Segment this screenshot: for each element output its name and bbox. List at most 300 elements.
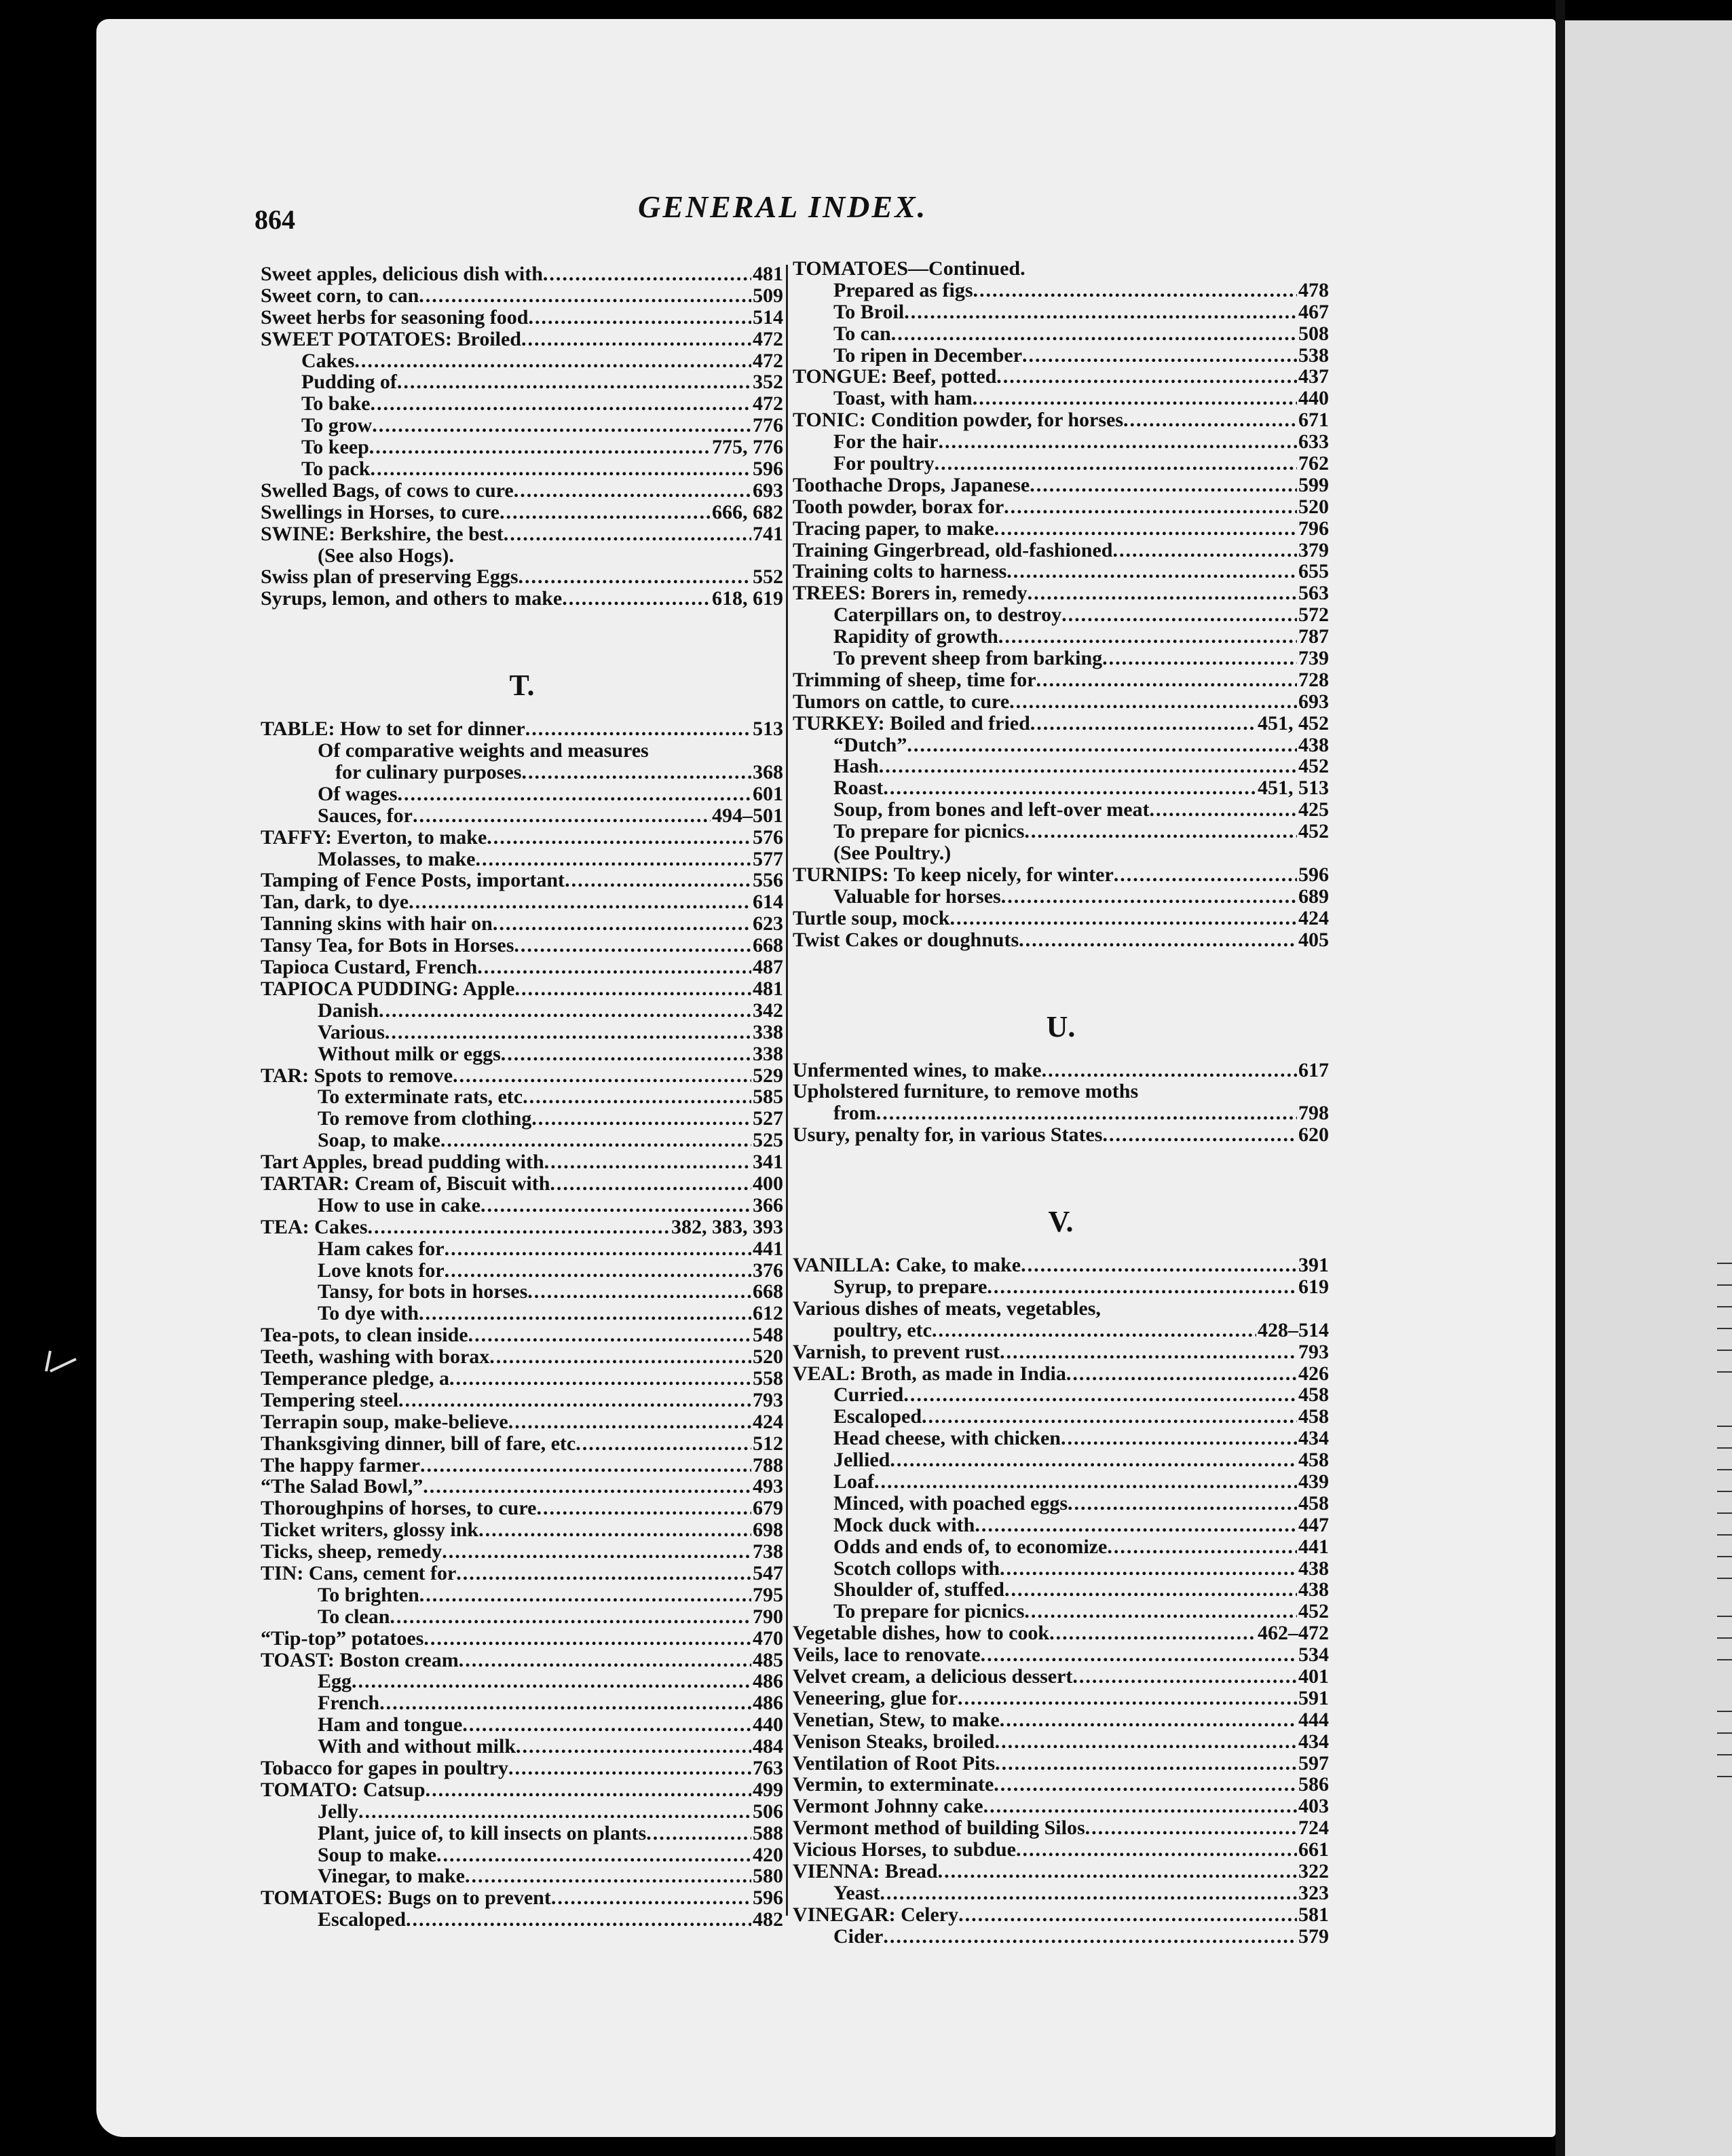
entry-page: 698 (753, 1519, 783, 1542)
index-entry (793, 626, 1329, 648)
entry-page: 790 (753, 1605, 783, 1628)
section-letter: T. (509, 669, 535, 703)
entry-page: 428–514 (1258, 1319, 1329, 1341)
index-entry (793, 518, 1329, 540)
dot-leader (922, 1406, 1297, 1428)
entry-page: 425 (1298, 799, 1329, 821)
entry-text: Jelly (318, 1800, 358, 1823)
entry-text: Vermont method of building Silos (793, 1817, 1085, 1840)
entry-page: 485 (753, 1649, 783, 1671)
entry-text: Of wages (318, 783, 398, 805)
index-entry (261, 458, 783, 480)
entry-text: Danish (318, 999, 379, 1022)
page-header: GENERAL INDEX. (638, 189, 928, 224)
entry-page: 668 (753, 935, 783, 957)
entry-text: TARTAR: Cream of, Biscuit with (261, 1172, 550, 1195)
dot-leader (1000, 1558, 1297, 1580)
entry-page: 434 (1298, 1428, 1329, 1450)
dot-leader (1150, 799, 1297, 821)
entry-text: Of comparative weights and measures (318, 740, 649, 762)
index-entry (261, 1758, 783, 1779)
entry-page: 724 (1298, 1817, 1329, 1840)
dot-leader (521, 329, 751, 350)
dot-leader (995, 1731, 1297, 1753)
dot-leader (1049, 1622, 1256, 1644)
index-entry (793, 388, 1329, 409)
dot-leader (369, 436, 711, 458)
dot-leader (880, 1882, 1297, 1904)
dot-leader (493, 913, 751, 935)
index-entry (261, 1281, 783, 1303)
entry-page: 440 (753, 1714, 783, 1736)
index-entry (261, 566, 783, 588)
book-spine (1556, 0, 1565, 2156)
entry-page: 452 (1298, 821, 1329, 843)
dot-leader (504, 523, 751, 545)
entry-page: 323 (1298, 1882, 1329, 1904)
entry-page: 452 (1298, 1601, 1329, 1623)
entry-text: Tan, dark, to dye (261, 891, 409, 914)
dot-leader (419, 1584, 751, 1606)
entry-text: Sweet corn, to can (261, 284, 419, 307)
index-entry (793, 1060, 1329, 1081)
dot-leader (1006, 561, 1297, 582)
index-entry (793, 1536, 1329, 1558)
dot-leader (379, 1692, 751, 1714)
entry-page: 420 (753, 1844, 783, 1866)
entry-text: To brighten (318, 1584, 419, 1606)
entry-page: 470 (753, 1627, 783, 1650)
index-entry (793, 1731, 1329, 1753)
entry-text: TURKEY: Boiled and fried (793, 712, 1030, 735)
entry-text: VEAL: Broth, as made in India (793, 1362, 1066, 1385)
entry-page: 341 (753, 1151, 783, 1173)
dot-leader (519, 566, 751, 588)
index-entry (793, 1601, 1329, 1622)
index-entry (793, 453, 1329, 475)
entry-text: To Broil (833, 301, 905, 323)
entry-page: 763 (753, 1758, 783, 1779)
entry-text: The happy farmer (261, 1454, 420, 1476)
entry-page: 426 (1298, 1362, 1329, 1385)
dot-leader (1036, 669, 1297, 691)
index-entry (261, 1151, 783, 1173)
dot-leader (516, 1736, 751, 1758)
index-entry (793, 345, 1329, 367)
index-entry (793, 1471, 1329, 1493)
dot-leader (562, 588, 711, 610)
index-entry (793, 496, 1329, 518)
index-entry (793, 1449, 1329, 1471)
index-entry (261, 870, 783, 891)
entry-page: 472 (753, 393, 783, 415)
section-letter: U. (1046, 1009, 1076, 1043)
entry-page: 438 (1298, 1557, 1329, 1580)
entry-page: 400 (753, 1172, 783, 1195)
index-entry (793, 1774, 1329, 1796)
entry-text: Soup to make (318, 1844, 437, 1866)
entry-page: 494–501 (712, 804, 783, 827)
index-entry (261, 1260, 783, 1282)
entry-page: 472 (753, 350, 783, 372)
entry-text: VANILLA: Cake, to make (793, 1254, 1021, 1276)
entry-text: Tanning skins with hair on (261, 913, 493, 935)
index-entry (793, 582, 1329, 604)
index-entry (793, 1753, 1329, 1774)
entry-page: 596 (1298, 863, 1329, 886)
index-entry (793, 1493, 1329, 1514)
entry-text: TOMATOES: Bugs on to prevent (261, 1887, 551, 1910)
entry-page: 338 (753, 1043, 783, 1065)
entry-text: Vicious Horses, to subdue (793, 1839, 1016, 1861)
entry-page: 467 (1298, 301, 1329, 323)
entry-text: Varnish, to prevent rust (793, 1341, 1000, 1363)
entry-text: TREES: Borers in, remedy (793, 582, 1028, 605)
dot-leader (1004, 1579, 1297, 1601)
dot-leader (468, 1324, 751, 1346)
dot-leader (1085, 1817, 1297, 1839)
entry-page: 440 (1298, 388, 1329, 410)
entry-page: 586 (1298, 1774, 1329, 1796)
index-entry (261, 436, 783, 458)
entry-page: 342 (753, 999, 783, 1022)
entry-page: 447 (1298, 1514, 1329, 1536)
entry-page: 499 (753, 1779, 783, 1801)
entry-page: 581 (1298, 1903, 1329, 1926)
entry-text: Venison Steaks, broiled (793, 1730, 995, 1753)
dot-leader (543, 263, 751, 285)
entry-page: 527 (753, 1108, 783, 1130)
entry-text: Pudding of (301, 371, 397, 394)
dot-leader (938, 1861, 1297, 1882)
entry-page: 596 (753, 1887, 783, 1910)
entry-page: 787 (1298, 626, 1329, 648)
dot-leader (368, 1216, 670, 1238)
entry-page: 738 (753, 1541, 783, 1563)
index-entry (261, 1909, 783, 1931)
entry-text: “Tip-top” potatoes (261, 1627, 424, 1650)
entry-text: Usury, penalty for, in various States (793, 1124, 1103, 1147)
entry-text: Tooth powder, borax for (793, 496, 1004, 518)
entry-page: 661 (1298, 1839, 1329, 1861)
entry-page: 623 (753, 913, 783, 935)
entry-text: Training colts to harness (793, 561, 1007, 583)
index-entry (261, 502, 783, 523)
dot-leader (459, 1650, 751, 1671)
dot-leader (544, 1151, 751, 1173)
entry-text: “The Salad Bowl,” (261, 1476, 423, 1498)
dot-leader (958, 1688, 1297, 1709)
entry-text: To clean (318, 1605, 390, 1628)
entry-text: TABLE: How to set for dinner (261, 718, 525, 741)
entry-text: Shoulder of, stuffed (833, 1579, 1004, 1601)
index-entry (261, 1519, 783, 1541)
entry-text: Tart Apples, bread pudding with (261, 1151, 544, 1173)
entry-page: 424 (1298, 907, 1329, 929)
dot-leader (379, 1000, 751, 1022)
entry-text: Various (318, 1021, 385, 1043)
index-entry (261, 1801, 783, 1823)
dot-leader (525, 718, 751, 740)
entry-text: (See Poultry.) (833, 842, 952, 864)
index-entry (261, 978, 783, 1000)
index-entry (793, 1102, 1329, 1124)
entry-text: Rapidity of growth (833, 626, 998, 648)
index-entry (793, 1363, 1329, 1385)
entry-page: 576 (753, 826, 783, 849)
index-entry (793, 1254, 1329, 1276)
dot-leader (352, 1671, 751, 1692)
dot-leader (949, 908, 1297, 929)
dot-leader (453, 1065, 751, 1087)
entry-text: Roast (833, 777, 884, 800)
index-entry (793, 1817, 1329, 1839)
entry-text: Odds and ends of, to economize (833, 1536, 1108, 1558)
entry-text: Tapioca Custard, French (261, 956, 478, 978)
dot-leader (514, 480, 751, 502)
dot-leader (1022, 345, 1297, 367)
index-entry (261, 762, 783, 783)
index-entry (261, 1563, 783, 1584)
dot-leader (565, 870, 751, 891)
entry-page: 458 (1298, 1449, 1329, 1471)
index-entry (793, 561, 1329, 582)
dot-leader (1042, 1060, 1297, 1081)
index-entry (261, 1000, 783, 1022)
dot-leader (440, 1130, 751, 1151)
entry-page: 338 (753, 1021, 783, 1043)
index-column-right (793, 258, 1329, 1948)
dot-leader (890, 1449, 1297, 1471)
entry-text: SWEET POTATOES: Broiled (261, 328, 521, 350)
index-entry (793, 280, 1329, 301)
dot-leader (354, 350, 751, 372)
dot-leader (1024, 1601, 1297, 1622)
entry-text: (See also Hogs). (318, 544, 454, 567)
entry-page: 798 (1298, 1102, 1329, 1125)
entry-text: Tumors on cattle, to cure (793, 690, 1010, 713)
entry-text: Scotch collops with (833, 1557, 1000, 1580)
index-entry (793, 1882, 1329, 1904)
entry-page: 612 (753, 1303, 783, 1325)
entry-text: TOMATOES—Continued. (793, 258, 1025, 280)
entry-text: Swiss plan of preserving Eggs (261, 566, 519, 589)
entry-page: 484 (753, 1736, 783, 1758)
dot-leader (1019, 929, 1297, 951)
dot-leader (1068, 1493, 1297, 1514)
entry-text: “Dutch” (833, 734, 907, 756)
entry-page: 556 (753, 870, 783, 892)
entry-page: 438 (1298, 734, 1329, 756)
dot-leader (1000, 1709, 1297, 1731)
entry-page: 478 (1298, 279, 1329, 301)
entry-text: Cider (833, 1925, 884, 1948)
entry-page: 633 (1298, 431, 1329, 453)
entry-page: 379 (1298, 539, 1329, 561)
entry-text: Tansy Tea, for Bots in Horses (261, 935, 514, 957)
dot-leader (1072, 1666, 1297, 1688)
entry-text: VIENNA: Bread (793, 1861, 938, 1882)
entry-text: Veneering, glue for (793, 1687, 958, 1709)
dot-leader (994, 518, 1297, 540)
entry-page: 591 (1298, 1687, 1329, 1709)
index-entry (793, 886, 1329, 908)
dot-leader (528, 307, 751, 329)
entry-text: Venetian, Stew, to make (793, 1709, 1000, 1731)
entry-page: 486 (753, 1671, 783, 1693)
entry-text: for culinary purposes (335, 762, 522, 783)
entry-page: 597 (1298, 1752, 1329, 1774)
index-entry (261, 1498, 783, 1519)
entry-page: 441 (753, 1238, 783, 1260)
entry-text: Veils, lace to renovate (793, 1644, 981, 1666)
index-column-left (261, 263, 783, 1931)
index-entry (261, 718, 783, 740)
entry-text: SWINE: Berkshire, the best (261, 523, 504, 545)
entry-text: Turtle soup, mock (793, 907, 950, 929)
dot-leader (409, 891, 751, 913)
entry-page: 620 (1298, 1124, 1329, 1147)
dot-leader (423, 1476, 751, 1498)
entry-page: 693 (753, 479, 783, 502)
entry-page: 538 (1298, 344, 1329, 367)
index-entry (261, 1390, 783, 1411)
index-entry (261, 1692, 783, 1714)
entry-text: Without milk or eggs (318, 1043, 501, 1065)
entry-page: 793 (753, 1389, 783, 1411)
dot-leader (475, 849, 751, 870)
dot-leader (550, 1173, 751, 1195)
entry-text: Velvet cream, a delicious dessert (793, 1665, 1073, 1688)
entry-text: TIN: Cans, cement for (261, 1562, 457, 1584)
dot-leader (462, 1714, 751, 1736)
entry-text: Tansy, for bots in horses (318, 1281, 528, 1303)
entry-text: Temperance pledge, a (261, 1367, 450, 1390)
entry-page: 438 (1298, 1579, 1329, 1601)
dot-leader (1102, 648, 1297, 669)
entry-page: 671 (1298, 409, 1329, 432)
entry-page: 352 (753, 371, 783, 394)
dot-leader (932, 1320, 1256, 1341)
entry-text: Thoroughpins of horses, to cure (261, 1498, 537, 1520)
entry-page: 481 (753, 263, 783, 285)
entry-page: 579 (1298, 1925, 1329, 1948)
entry-text: Training Gingerbread, old-fashioned (793, 539, 1113, 561)
entry-page: 668 (753, 1281, 783, 1303)
dot-leader (445, 1238, 751, 1260)
index-entry (793, 713, 1329, 735)
dot-leader (423, 1628, 751, 1650)
index-entry (793, 735, 1329, 756)
index-entry (261, 329, 783, 350)
index-entry (261, 1108, 783, 1130)
entry-page: 585 (753, 1086, 783, 1109)
index-entry (793, 366, 1329, 388)
entry-page: 462–472 (1258, 1622, 1329, 1645)
dot-leader (973, 280, 1297, 301)
entry-page: 481 (753, 978, 783, 1000)
index-entry (261, 523, 783, 545)
entry-page: 596 (753, 458, 783, 480)
dot-leader (903, 1384, 1297, 1406)
entry-page: 458 (1298, 1384, 1329, 1407)
index-entry (261, 1433, 783, 1455)
entry-text: Minced, with poached eggs (833, 1492, 1068, 1514)
entry-page: 520 (1298, 496, 1329, 518)
entry-text: Twist Cakes or doughnuts (793, 929, 1019, 951)
index-entry (261, 545, 783, 567)
entry-text: To ripen in December (833, 344, 1023, 367)
dot-leader (489, 1346, 751, 1368)
entry-text: Vermin, to exterminate (793, 1774, 994, 1796)
index-entry (261, 285, 783, 307)
entry-page: 444 (1298, 1709, 1329, 1731)
entry-text: Terrapin soup, make-believe (261, 1411, 508, 1433)
dot-leader (413, 805, 711, 827)
dot-leader (477, 956, 751, 978)
entry-page: 514 (753, 306, 783, 329)
entry-page: 451, 513 (1258, 777, 1329, 800)
entry-page: 441 (1298, 1536, 1329, 1558)
dot-leader (1123, 409, 1297, 431)
dot-leader (973, 388, 1297, 409)
entry-page: 552 (753, 566, 783, 589)
dot-leader (397, 783, 751, 805)
entry-text: Soup, from bones and left-over meat (833, 799, 1150, 821)
index-entry (793, 1081, 1329, 1102)
entry-page: 741 (753, 523, 783, 545)
index-entry (261, 1238, 783, 1260)
dot-leader (994, 1774, 1297, 1796)
entry-page: 458 (1298, 1492, 1329, 1514)
dot-leader (1061, 1428, 1297, 1449)
index-entry (261, 1455, 783, 1476)
entry-page: 619 (1298, 1276, 1329, 1298)
dot-leader (1000, 1341, 1297, 1363)
entry-page: 563 (1298, 582, 1329, 605)
dot-leader (1004, 496, 1297, 518)
entry-page: 401 (1298, 1665, 1329, 1688)
index-entry (793, 1688, 1329, 1709)
index-entry (793, 1514, 1329, 1536)
entry-text: Valuable for horses (833, 885, 1001, 908)
entry-page: 588 (753, 1822, 783, 1844)
entry-text: For the hair (833, 431, 939, 453)
entry-page: 577 (753, 848, 783, 870)
entry-text: Ham cakes for (318, 1238, 445, 1260)
index-entry (261, 1368, 783, 1390)
entry-text: Tamping of Fence Posts, important (261, 870, 565, 892)
entry-text: Escaloped (318, 1909, 407, 1931)
entry-page: 558 (753, 1367, 783, 1390)
entry-text: from (833, 1102, 876, 1125)
dot-leader (508, 1758, 751, 1779)
dot-leader (521, 762, 751, 783)
dot-leader (500, 502, 711, 523)
dot-leader (996, 366, 1297, 388)
dot-leader (1001, 886, 1297, 908)
index-entry (261, 935, 783, 956)
entry-text: Molasses, to make (318, 848, 476, 870)
entry-page: 486 (753, 1692, 783, 1715)
index-entry (261, 393, 783, 415)
entry-page: 482 (753, 1909, 783, 1931)
entry-page: 434 (1298, 1730, 1329, 1753)
index-entry (793, 1861, 1329, 1882)
index-entry (793, 756, 1329, 777)
index-entry (793, 258, 1329, 280)
dot-leader (1024, 821, 1297, 842)
